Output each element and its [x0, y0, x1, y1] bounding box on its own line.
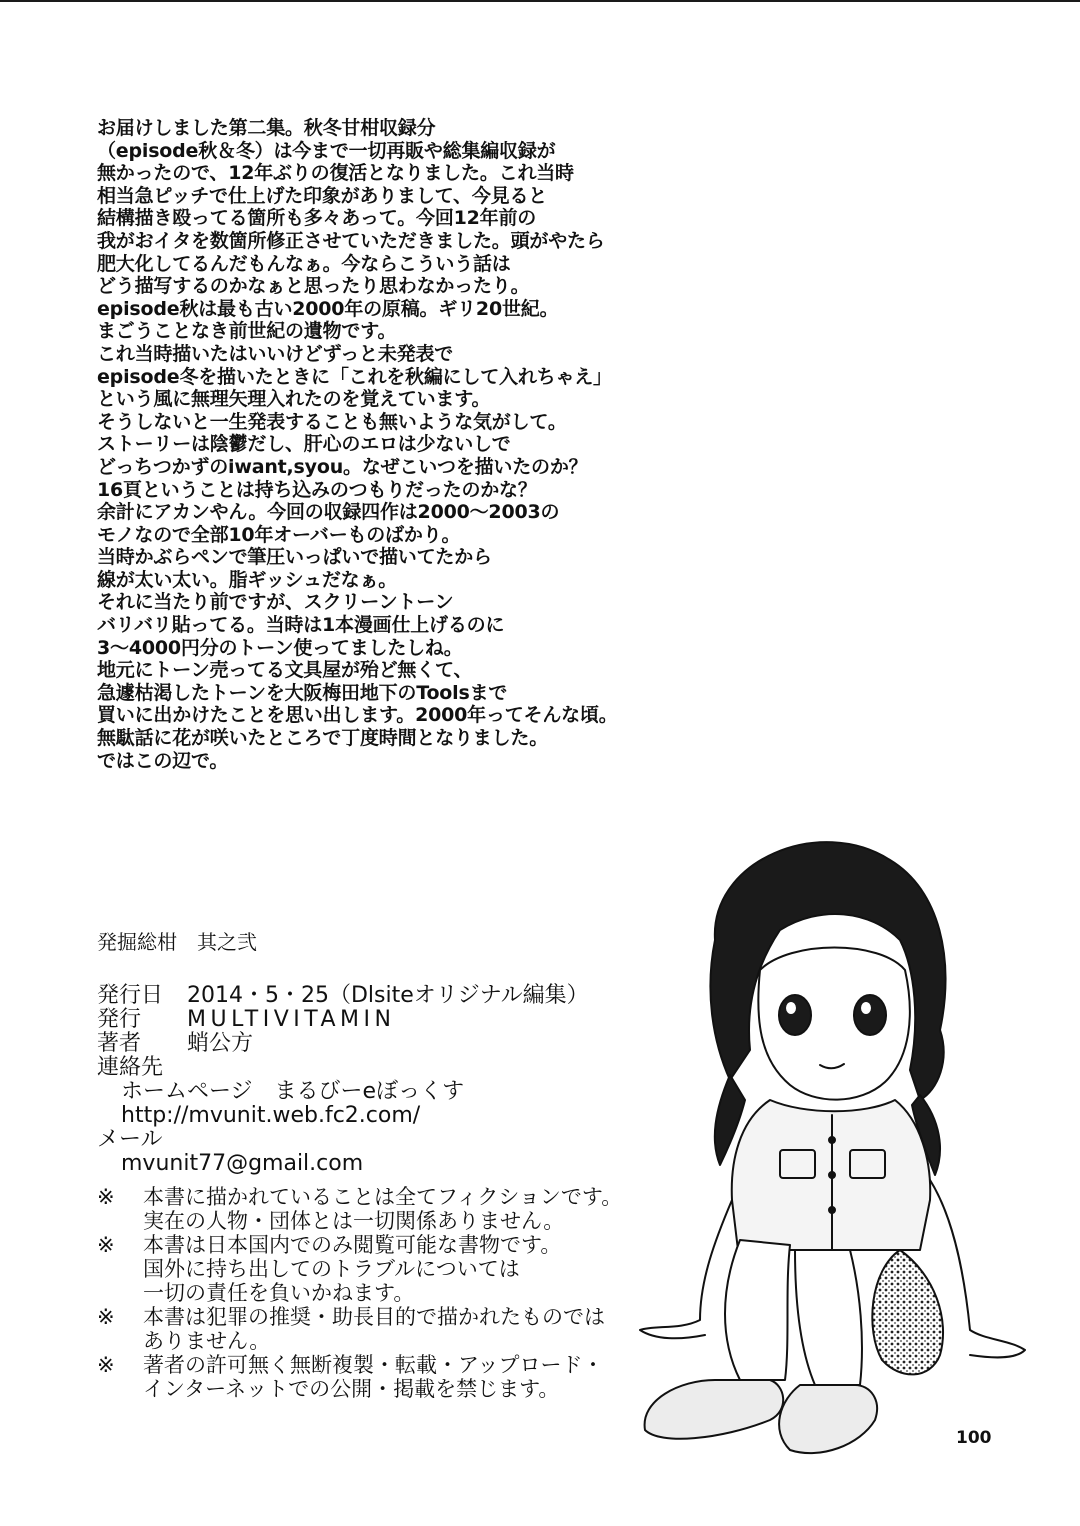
afterword-line: 急遽枯渇したトーンを大阪梅田地下のToolsまで	[97, 681, 508, 704]
right-leg	[795, 1250, 862, 1385]
disclaimer-line: ありません。	[143, 1329, 271, 1353]
top-border-line	[0, 0, 1080, 2]
afterword-line: ではこの辺で。	[97, 749, 229, 772]
afterword-line: どう描写するのかなぁと思ったり思わなかったり。	[97, 275, 530, 298]
disclaimer-line: 本書は犯罪の推奨・助長目的で描かれたものでは	[143, 1305, 605, 1329]
afterword-line: 線が太い太い。脂ギッシュだなぁ。	[97, 568, 398, 591]
publisher-value: MULTIVITAMIN	[187, 1007, 396, 1032]
homepage-url: http://mvunit.web.fc2.com/	[121, 1103, 421, 1128]
reference-mark: ※	[97, 1233, 115, 1257]
mail-address: mvunit77@gmail.com	[121, 1151, 364, 1176]
afterword-line: 地元にトーン売ってる文具屋が殆ど無くて、	[97, 659, 473, 682]
afterword-line: それに当たり前ですが、スクリーントーン	[97, 591, 454, 614]
left-arm	[640, 1200, 732, 1338]
afterword-line: 当時かぶらペンで筆圧いっぱいで描いてたから	[97, 546, 492, 569]
afterword-line: 我がおイタを数箇所修正させていただきました。頭がやたら	[97, 229, 605, 252]
author-label: 著者	[97, 1031, 142, 1056]
reference-mark: ※	[97, 1185, 115, 1209]
disclaimer-line: 国外に持ち出してのトラブルについては	[143, 1257, 520, 1281]
left-leg	[725, 1240, 790, 1380]
afterword-line: まごうことなき前世紀の遺物です。	[97, 320, 397, 343]
disclaimer-line: インターネットでの公開・掲載を禁じます。	[143, 1377, 560, 1401]
disclaimer-item	[97, 1305, 697, 1353]
pouch-bag	[872, 1250, 943, 1374]
afterword-line: 無駄話に花が咲いたところで丁度時間となりました。	[97, 727, 549, 750]
disclaimer-item	[97, 1233, 697, 1305]
disclaimer-line: 実在の人物・団体とは一切関係ありません。	[143, 1209, 565, 1233]
homepage-label: ホームページ まるびーeぼっくす	[121, 1079, 465, 1104]
left-eye	[779, 995, 811, 1035]
afterword-line: これ当時描いたはいいけどずっと未発表で	[97, 342, 454, 365]
book-title: 発掘総柑 其之弐	[97, 930, 257, 954]
right-shoe	[779, 1385, 877, 1453]
afterword-line: モノなので全部10年オーバーものばかり。	[97, 523, 461, 546]
mail-label: メール	[97, 1127, 163, 1152]
afterword-line: episode秋は最も古い2000年の原稿。ギリ20世紀。	[97, 297, 559, 320]
afterword-line: お届けしました第二集。秋冬甘柑収録分	[97, 117, 436, 139]
page-number: 100	[956, 1428, 992, 1448]
afterword-line: どっちつかずのiwant,syou。なぜこいつを描いたのか？	[97, 455, 588, 478]
disclaimer-line: 一切の責任を負いかねます。	[143, 1281, 415, 1305]
afterword-line: バリバリ貼ってる。当時は1本漫画仕上げるのに	[97, 614, 505, 637]
afterword-line: 16頁ということは持ち込みのつもりだったのかな？	[97, 478, 537, 501]
afterword-line: ストーリーは陰鬱だし、肝心のエロは少ないしで	[97, 433, 511, 456]
disclaimer-item	[97, 1185, 697, 1233]
afterword-line: 余計にアカンやん。今回の収録四作は2000～2003の	[97, 501, 560, 524]
reference-mark: ※	[97, 1353, 115, 1377]
afterword-line: 買いに出かけたことを思い出します。2000年ってそんな頃。	[97, 704, 618, 727]
right-eye	[854, 995, 886, 1035]
reference-mark: ※	[97, 1305, 115, 1329]
disclaimer-item	[97, 1353, 697, 1401]
right-arm	[930, 1180, 1025, 1357]
disclaimer-line: 著者の許可無く無断複製・転載・アップロード・	[143, 1353, 604, 1377]
disclaimer-notes	[97, 1185, 697, 1401]
publisher-label: 発行	[97, 1007, 142, 1032]
disclaimer-line: 本書は日本国内でのみ閲覧可能な書物です。	[143, 1233, 562, 1257]
afterword-line: という風に無理矢理入れたのを覚えています。	[97, 388, 491, 411]
afterword-line: （episode秋＆冬）は今まで一切再販や総集編収録が	[97, 139, 556, 162]
afterword-line: 3～4000円分のトーン使ってましたしね。	[97, 636, 463, 659]
release-date-value: 2014・5・25（Dlsiteオリジナル編集）	[187, 983, 589, 1008]
afterword-line: そうしないと一生発表することも無いような気がして。	[97, 410, 567, 433]
afterword-line: 無かったので、12年ぶりの復活となりました。これ当時	[97, 162, 574, 185]
left-shoe	[645, 1380, 784, 1439]
afterword-line: 肥大化してるんだもんなぁ。今ならこういう話は	[97, 252, 511, 275]
afterword-line: episode冬を描いたときに「これを秋編にして入れちゃえ」	[97, 365, 612, 388]
afterword-line: 結構描き殴ってる箇所も多々あって。今回12年前の	[97, 207, 537, 230]
girl-illustration	[620, 820, 1050, 1460]
contact-label: 連絡先	[97, 1055, 164, 1080]
disclaimer-line: 本書に描かれていることは全てフィクションです。	[143, 1185, 623, 1209]
afterword-text	[97, 117, 717, 772]
author-value: 蛸公方	[187, 1031, 254, 1056]
release-date-label: 発行日	[97, 983, 164, 1008]
afterword-line: 相当急ピッチで仕上げた印象がありまして、今見ると	[97, 184, 548, 207]
